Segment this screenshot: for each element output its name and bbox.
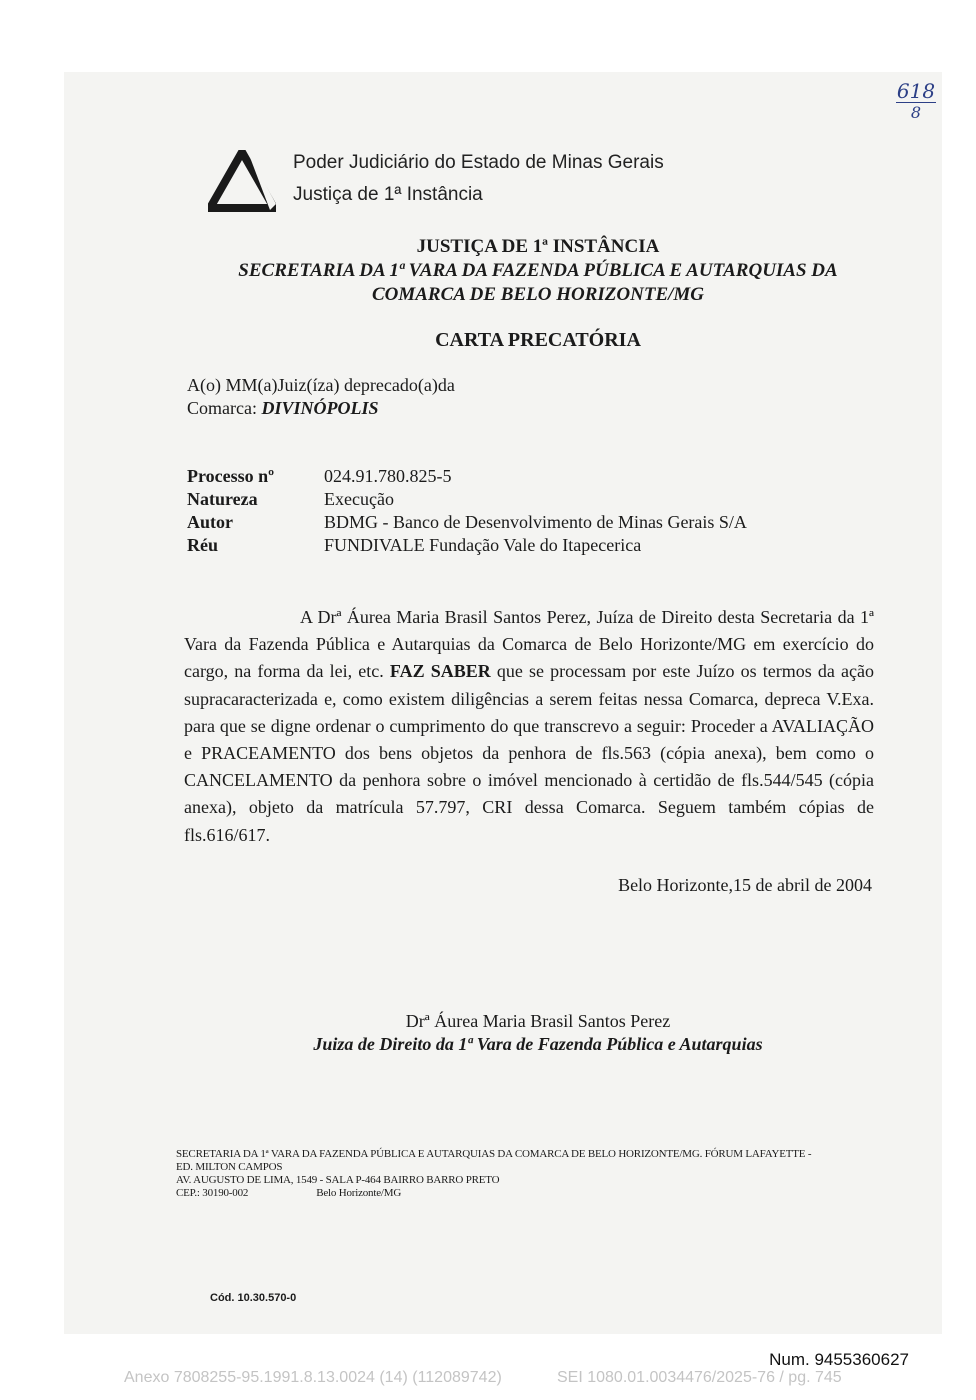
signatory-name: Drª Áurea Maria Brasil Santos Perez <box>405 1011 671 1031</box>
org-name: Poder Judiciário do Estado de Minas Gerais <box>293 152 664 173</box>
footer-address: SECRETARIA DA 1ª VARA DA FAZENDA PÚBLICA E AUTARQUIAS DA COMARCA DE BELO HORIZONTE/MG. FÓRUM LAFAYETTE - ED. MILTON CAMPOS AV. AUGUSTO DE LIMA, 1549 - SALA P-464 BAIRRO BARRO PRETO CEP.: 30190-002 Belo Horizonte/MG <box>176 1148 812 1199</box>
org-instance: Justiça de 1ª Instância <box>293 184 483 205</box>
faz-saber-emphasis: FAZ SABER <box>389 661 491 682</box>
date-line: Belo Horizonte,15 de abril de 2004 <box>618 875 872 895</box>
addressee-line: A(o) MM(a)Juiz(íza) deprecado(a)da <box>187 375 455 395</box>
addressee-comarca: Comarca: DIVINÓPOLIS <box>187 398 379 418</box>
defendant-label: Réu <box>187 535 218 555</box>
process-number-label: Processo nº <box>187 466 275 486</box>
plaintiff-label: Autor <box>187 512 233 532</box>
nature-label: Natureza <box>187 489 258 509</box>
process-number-value: 024.91.780.825-5 <box>324 466 452 486</box>
num-stamp: Num. 9455360627 <box>769 1350 909 1369</box>
title-secretaria: SECRETARIA DA 1ª VARA DA FAZENDA PÚBLICA E AUTARQUIAS DA <box>238 260 838 281</box>
judiciary-triangle-logo <box>208 150 276 212</box>
document-type: CARTA PRECATÓRIA <box>435 329 641 351</box>
defendant-value: FUNDIVALE Fundação Vale do Itapecerica <box>324 535 642 555</box>
sei-stamp: SEI 1080.01.0034476/2025-76 / pg. 745 <box>557 1369 842 1386</box>
plaintiff-value: BDMG - Banco de Desenvolvimento de Minas Gerais S/A <box>324 512 747 532</box>
title-justica: JUSTIÇA DE 1ª INSTÂNCIA <box>416 236 660 257</box>
form-code: Cód. 10.30.570-0 <box>210 1292 297 1304</box>
signatory-role: Juiza de Direito da 1ª Vara de Fazenda Pública e Autarquias <box>313 1034 763 1054</box>
handwritten-page-number: 618 8 <box>896 79 936 122</box>
nature-value: Execução <box>324 489 394 509</box>
body-paragraph: A Drª Áurea Maria Brasil Santos Perez, Juíza de Direito desta Secretaria da 1ª Vara da Fazenda Pública e Autarquias da Comarca de Belo Horizonte/MG em exercício do cargo, na forma da lei, etc. FAZ SABER que se processam por este Juízo os termos da ação supracaracterizada e, como existem diligências a serem feitas nessa Comarca, depreca V.Exa. para que se digne ordenar o cumprimento do que transcrevo a seguir: Proceder a AVALIAÇÃO e PRACEAMENTO dos bens objetos da penhora de fls.563 (cópia anexa), bem como o CANCELAMENTO da penhora sobre o imóvel mencionado à certidão de fls.544/545 (cópia anexa), objeto da matrícula 57.797, CRI dessa Comarca. Seguem também cópias de fls.616/617. <box>184 607 874 845</box>
title-comarca: COMARCA DE BELO HORIZONTE/MG <box>371 284 705 305</box>
annex-stamp: Anexo 7808255-95.1991.8.13.0024 (14) (112089742) <box>124 1369 502 1386</box>
